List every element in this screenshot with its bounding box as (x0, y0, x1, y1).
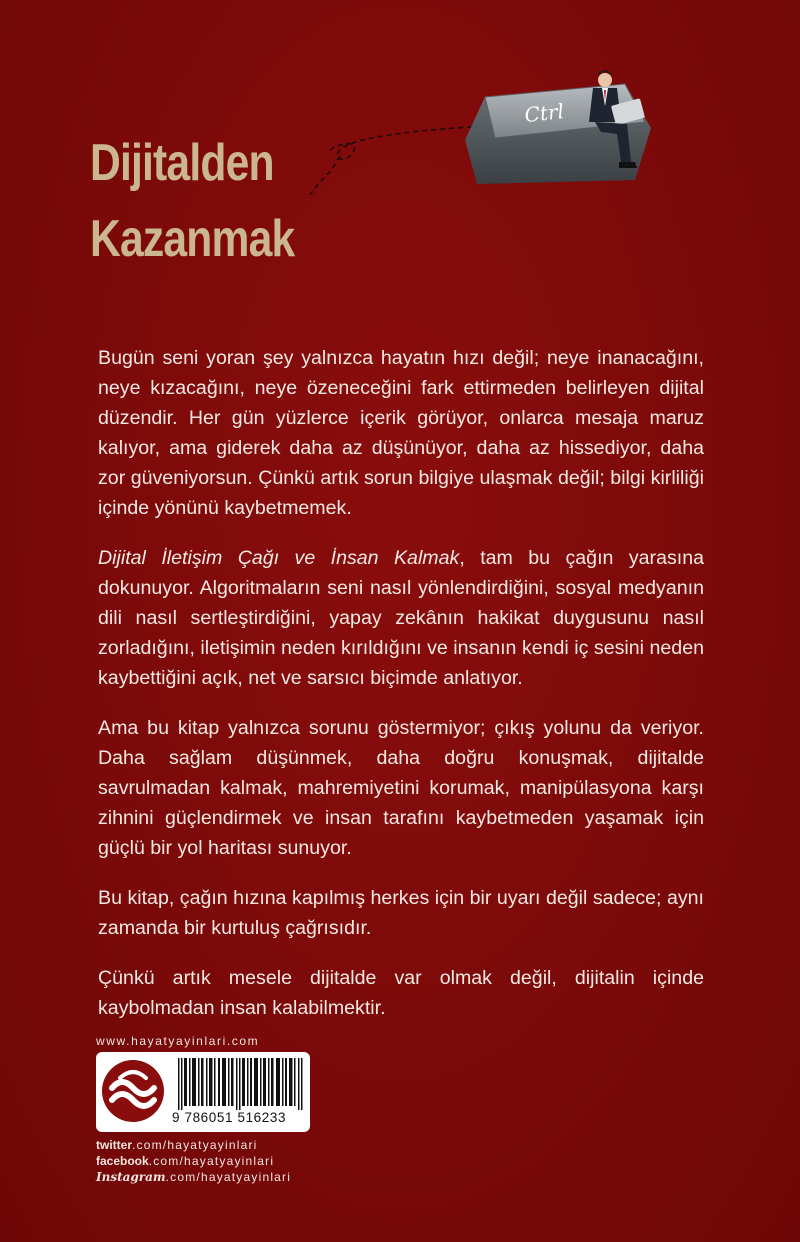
isbn-barcode (178, 1058, 304, 1110)
facebook-brand: facebook (96, 1154, 149, 1168)
back-cover-blurb (98, 343, 704, 1043)
book-subtitle-italic: Dijital İletişim Çağı ve İnsan Kalmak (98, 547, 460, 569)
twitter-path: .com/hayatyayinlari (132, 1138, 258, 1152)
facebook-path: .com/hayatyayinlari (148, 1154, 275, 1168)
title-line-2: Kazanmak (90, 210, 295, 268)
title-line-1: Dijitalden (90, 134, 274, 192)
blurb-paragraph-4: Bu kitap, çağın hızına kapılmış herkes için bir uyarı değil sadece; aynı zamanda bir kurtuluş çağrısıdır. (98, 887, 704, 939)
blurb-paragraph-3: Ama bu kitap yalnızca sorunu göstermiyor; çıkış yolunu da veriyor. Daha sağlam düşünmek, daha doğru konuşmak, dijitalde savrulmadan kalmak, mahremiyetini korumak, manipülasyona karşı zihnini güçlendirmek ve insan tarafını kaybetmeden yaşamak için güçlü bir yol haritası sunuyor. (98, 717, 704, 859)
twitter-link[interactable] (96, 1137, 291, 1153)
publisher-logo-icon (100, 1058, 166, 1124)
facebook-link[interactable] (96, 1153, 291, 1169)
book-title (90, 125, 294, 277)
blurb-paragraph-1: Bugün seni yoran şey yalnızca hayatın hızı değil; neye inanacağını, neye kızacağını, neye özeneceğini fark ettirmeden belirleyen dijital düzendir. Her gün yüzlerce içerik görüyor, onlarca mesaja maruz kalıyor, ama giderek daha az düşünüyor, daha az hissediyor, daha zor güveniyorsun. Çünkü artık sorun bilgiye ulaşmak değil; bilgi kirliliği içinde yönünü kaybetmemek. (98, 347, 704, 519)
isbn-number: 9 786051 516233 (172, 1110, 287, 1125)
ctrl-key-businessman-illustration (455, 62, 665, 192)
blurb-paragraph-2-rest: , tam bu çağın yarasına dokunuyor. Algoritmaların seni nasıl yönlendirdiğini, sosyal medyanın dili nasıl sertleştirdiğini, yapay zekânın hakikat duygusunu nasıl zorladığını, iletişimin neden kırıldığını ve insanın kendi iç sesini neden kaybettiğini açık, net ve sarsıcı biçimde anlatıyor. (98, 547, 704, 689)
instagram-path: .com/hayatyayinlari (165, 1170, 292, 1184)
blurb-paragraph-2 (98, 543, 704, 693)
twitter-brand: twitter (96, 1138, 132, 1152)
ctrl-key-label: Ctrl (523, 99, 566, 128)
social-links (96, 1137, 291, 1185)
instagram-link[interactable] (96, 1169, 291, 1185)
publisher-website[interactable]: www.hayatyayinlari.com (96, 1034, 260, 1048)
blurb-paragraph-5: Çünkü artık mesele dijitalde var olmak değil, dijitalin içinde kaybolmadan insan kalabilmektir. (98, 967, 704, 1019)
barcode-panel (96, 1052, 310, 1132)
instagram-brand: Instagram (96, 1170, 166, 1184)
